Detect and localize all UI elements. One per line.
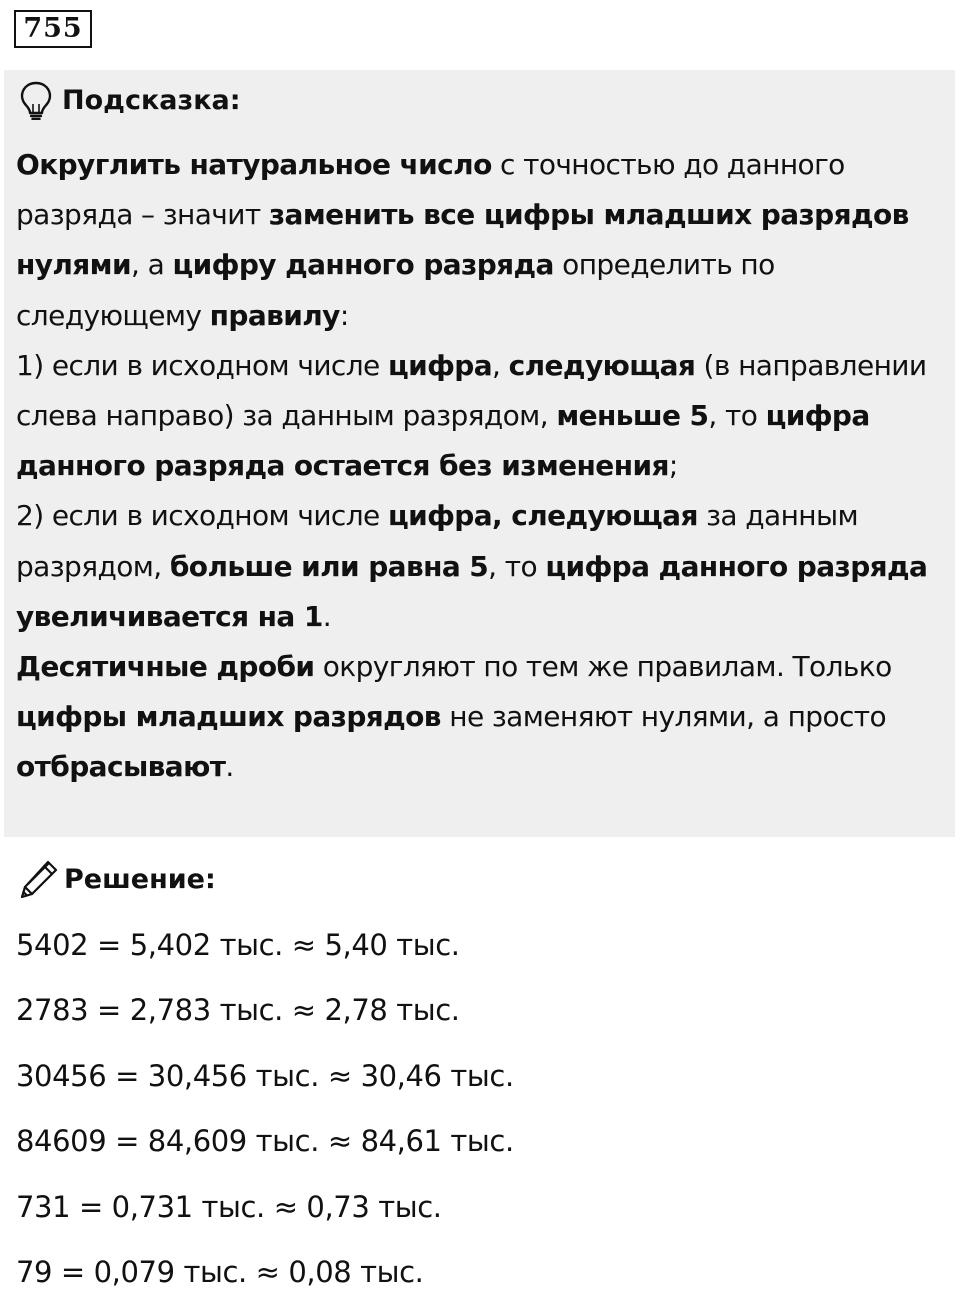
hint-bold: правилу bbox=[209, 298, 340, 332]
hint-text-span: , а bbox=[131, 248, 173, 282]
hint-text-span: (в направлении слева направо) за данным разрядом, bbox=[16, 348, 927, 433]
hint-bold: Округлить натуральное число bbox=[16, 148, 492, 181]
hint-text-span: . bbox=[225, 750, 234, 784]
hint-text-span: 2) если в исходном числе bbox=[16, 499, 388, 533]
hint-bold: Десятичные дроби bbox=[16, 650, 315, 684]
hint-text-span: с точностью до данного разряда – значит bbox=[16, 148, 845, 232]
hint-bold: меньше 5 bbox=[556, 399, 709, 433]
hint-text bbox=[16, 140, 946, 793]
solution-header bbox=[18, 856, 216, 902]
solution-line: 84609 = 84,609 тыс. ≈ 84,61 тыс. bbox=[16, 1124, 514, 1159]
hint-text-span: 1) если в исходном числе bbox=[16, 348, 388, 382]
hint-bold: следующая bbox=[508, 348, 696, 382]
hint-text-span: , bbox=[492, 348, 509, 382]
hint-text-span: не заменяют нулями, а просто bbox=[440, 700, 887, 734]
hint-bold: цифра данного разряда увеличивается на 1 bbox=[16, 549, 928, 633]
hint-bold: цифра, следующая bbox=[387, 499, 698, 533]
pencil-icon bbox=[18, 858, 60, 900]
solution-line: 79 = 0,079 тыс. ≈ 0,08 тыс. bbox=[16, 1254, 424, 1289]
hint-paragraph-rounding bbox=[16, 140, 946, 341]
hint-rule-2 bbox=[16, 491, 946, 642]
hint-bold: отбрасывают bbox=[16, 750, 226, 784]
hint-bold: цифра данного разряда остается без изменения bbox=[16, 399, 870, 483]
hint-title: Подсказка: bbox=[62, 84, 241, 116]
hint-bold: цифру данного разряда bbox=[172, 248, 554, 282]
solution-line: 2783 = 2,783 тыс. ≈ 2,78 тыс. bbox=[16, 993, 460, 1028]
hint-bold: цифры младших разрядов bbox=[16, 700, 441, 734]
hint-bold: заменить все цифры младших разрядов нулями bbox=[16, 198, 909, 282]
solution-line: 30456 = 30,456 тыс. ≈ 30,46 тыс. bbox=[16, 1058, 514, 1093]
hint-bold: больше или равна 5 bbox=[169, 549, 489, 583]
lightbulb-icon bbox=[18, 80, 54, 120]
hint-paragraph-decimals bbox=[16, 642, 946, 793]
hint-text-span: , то bbox=[708, 399, 766, 433]
hint-panel bbox=[4, 70, 955, 837]
hint-text-span: округляют по тем же правилам. Только bbox=[314, 650, 892, 684]
hint-text-span: . bbox=[322, 599, 332, 633]
hint-text-span: за данным разрядом, bbox=[16, 499, 859, 583]
hint-text-span: , то bbox=[488, 549, 546, 583]
solution-list bbox=[16, 922, 514, 1314]
hint-text-span: определить по следующему bbox=[16, 248, 775, 332]
hint-header bbox=[18, 78, 241, 122]
solution-title: Решение: bbox=[64, 863, 216, 895]
hint-text-span: ; bbox=[668, 449, 678, 483]
solution-line: 731 = 0,731 тыс. ≈ 0,73 тыс. bbox=[16, 1189, 442, 1224]
solution-line: 5402 = 5,402 тыс. ≈ 5,40 тыс. bbox=[16, 928, 460, 962]
task-number: 755 bbox=[14, 10, 92, 48]
hint-text-span: : bbox=[339, 298, 349, 332]
hint-bold: цифра bbox=[387, 348, 493, 382]
hint-rule-1 bbox=[16, 341, 946, 492]
